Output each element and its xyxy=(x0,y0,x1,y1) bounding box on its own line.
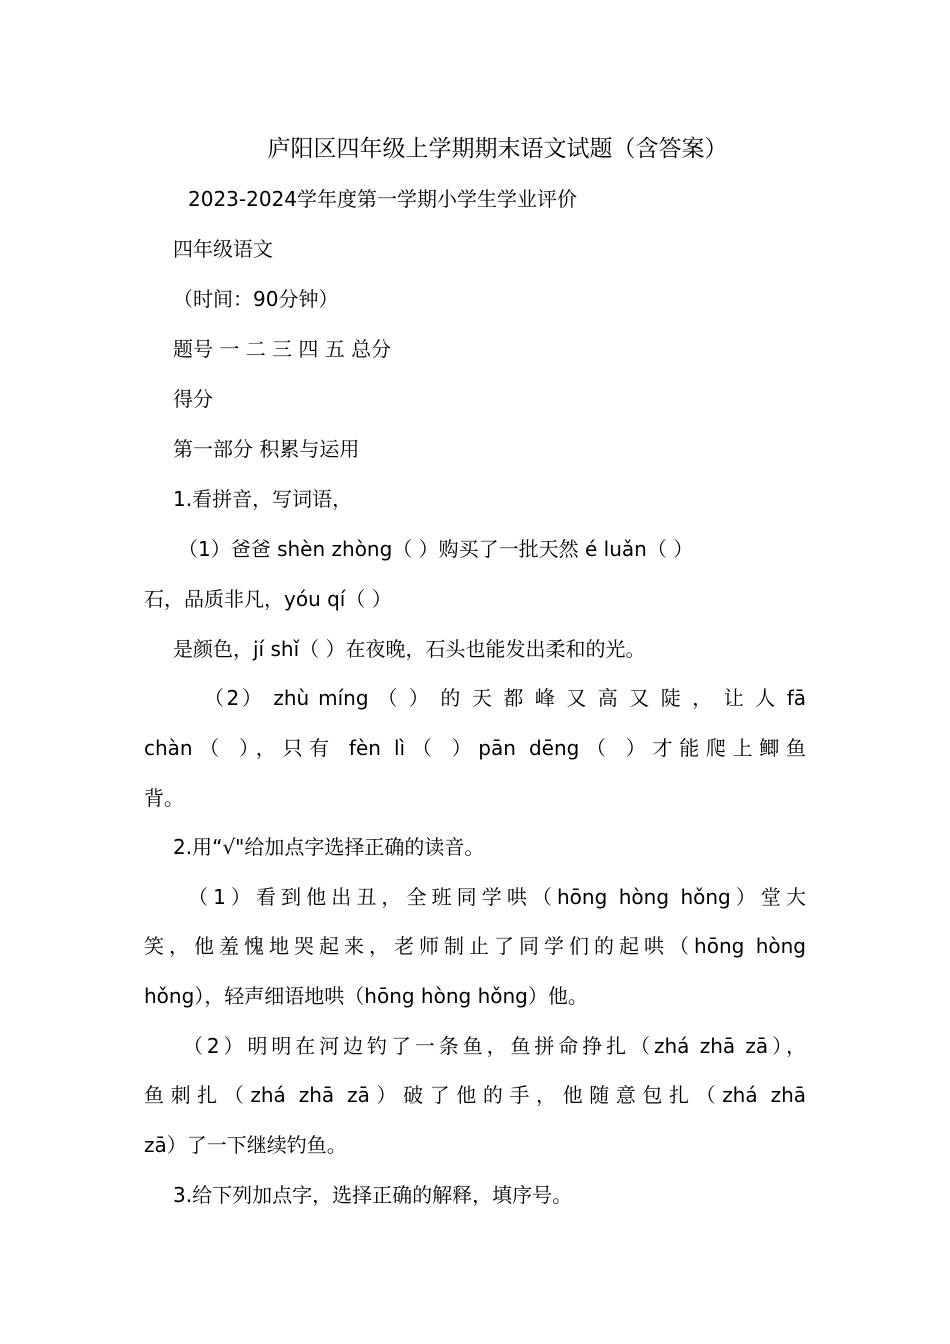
grade-label: 四年级语文 xyxy=(173,237,273,261)
score-table-header: 题号 一 二 三 四 五 总分 xyxy=(173,337,392,361)
part-heading: 第一部分 积累与运用 xyxy=(173,437,360,461)
score-table-row: 得分 xyxy=(173,387,213,411)
question-1-heading: 1.看拼音，写词语， xyxy=(173,487,353,511)
question-2-heading: 2.用“√"给加点字选择正确的读音。 xyxy=(173,835,485,859)
question-1-part-2-line-1: （2） zhù míng （ ） 的 天 都 峰 又 高 又 陡 ， 让 人 fā xyxy=(204,686,806,710)
question-2-part-1-line-3: hǒng），轻声细语地哄（hōng hòng hǒng）他。 xyxy=(144,984,588,1008)
question-1-part-1-line-3: 是颜色，jí shǐ（ ）在夜晚，石头也能发出柔和的光。 xyxy=(173,637,646,661)
question-3-heading: 3.给下列加点字，选择正确的解释，填序号。 xyxy=(173,1183,573,1207)
time-limit: （时间：90分钟） xyxy=(173,287,339,311)
question-2-part-1-line-2: 笑，他羞愧地哭起来，老师制止了同学们的起哄（hōng hòng xyxy=(144,934,806,958)
question-1-part-2-line-2: chàn（ ），只有 fèn lì（ ）pān dēng（ ）才能爬上鲫鱼 xyxy=(144,736,806,760)
question-2-part-2-line-1: （2）明明在河边钓了一条鱼，鱼拼命挣扎（zhá zhā zā）， xyxy=(183,1034,806,1058)
subtitle: 2023-2024学年度第一学期小学生学业评价 xyxy=(188,187,578,211)
question-2-part-1-line-1: （1）看到他出丑，全班同学哄（hōng hòng hǒng）堂大 xyxy=(188,885,806,909)
question-1-part-1-line-2: 石，品质非凡，yóu qí（ ） xyxy=(144,587,392,611)
question-1-part-2-line-3: 背。 xyxy=(144,786,184,810)
question-1-part-1-line-1: （1）爸爸 shèn zhòng（ ）购买了一批天然 é luǎn（ ） xyxy=(178,537,694,561)
question-2-part-2-line-3: zā）了一下继续钓鱼。 xyxy=(144,1133,347,1157)
question-2-part-2-line-2: 鱼刺扎（zhá zhā zā）破了他的手，他随意包扎（zhá zhā xyxy=(144,1083,806,1107)
document-title: 庐阳区四年级上学期期末语文试题（含答案） xyxy=(267,136,728,162)
